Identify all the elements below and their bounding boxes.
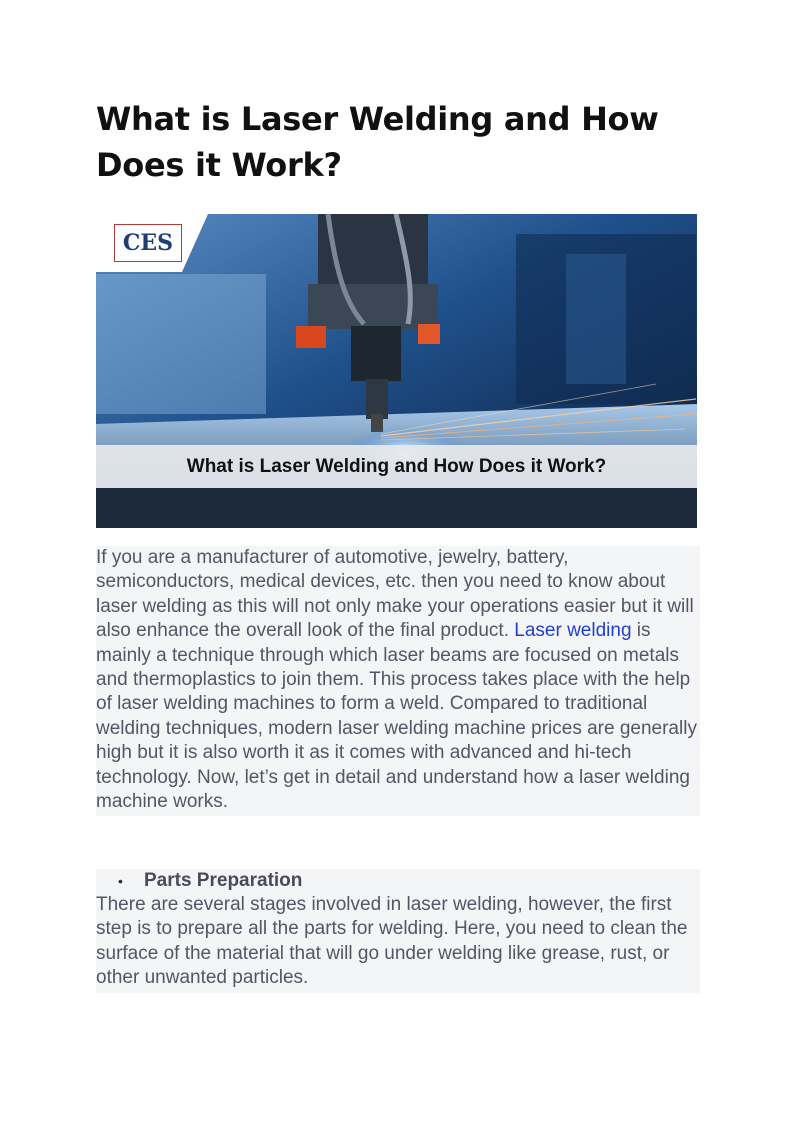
intro-text-end: is mainly a technique through which laser beams are focused on metals and thermoplastics to join them. This process takes place with the help of laser welding machines to form a weld. Compared to traditional welding techniques, modern laser welding machine prices are generally high but it is also worth it as it comes with advanced and hi-tech technology. Now, let’s get in detail and understand how a laser welding machine works.: [96, 620, 697, 813]
parts-preparation-section: [96, 869, 700, 993]
page-title: What is Laser Welding and How Does it Work?: [96, 100, 659, 184]
bullet-item: [96, 869, 700, 893]
intro-paragraph: [96, 546, 700, 816]
section-body: There are several stages involved in laser welding, however, the first step is to prepare all the parts for welding. Here, you need to clean the surface of the material that will go under welding like grease, rust, or other unwanted particles.: [96, 894, 688, 989]
logo-banner: [96, 214, 208, 272]
company-logo: CES: [114, 224, 182, 262]
section-heading: Parts Preparation: [144, 870, 303, 891]
hero-image: [96, 214, 697, 528]
laser-welding-link[interactable]: Laser welding: [514, 620, 632, 642]
hero-caption-bar: [96, 445, 697, 488]
bullet-icon: •: [118, 873, 123, 889]
hero-caption: What is Laser Welding and How Does it Work?: [186, 456, 607, 477]
intro-text-start: If you are a manufacturer of automotive, jewelry, battery, semiconductors, medical devices, etc. then you need to know about laser welding as this will not only make your operations easier but it will also enhance the overall look of the final product.: [96, 547, 694, 642]
